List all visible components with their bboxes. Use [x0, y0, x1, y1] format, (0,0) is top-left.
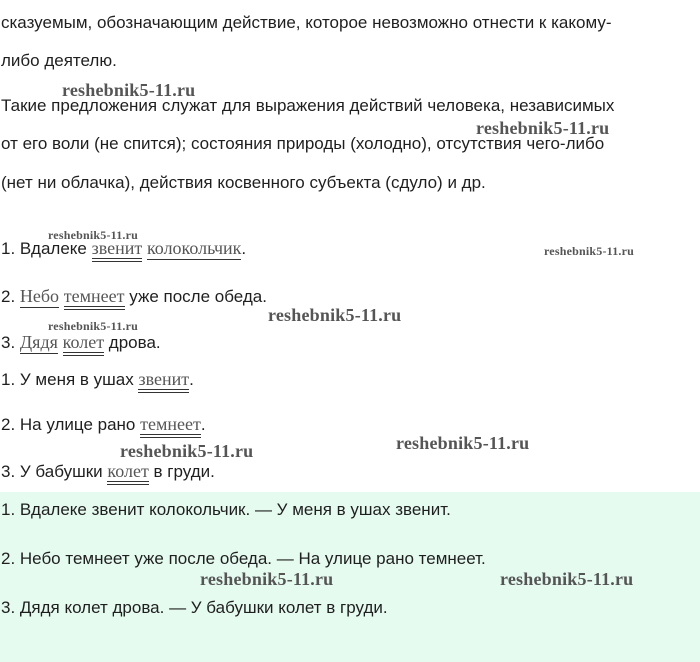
- intro-line-4: от его воли (не спится); состояния природы (холодно), отсутствия чего-либо: [1, 134, 605, 153]
- watermark: reshebnik5-11.ru: [48, 319, 138, 333]
- impersonal-sentence-2: 2. На улице рано темнеет.: [1, 414, 206, 435]
- sentence-2: 2. Небо темнеет уже после обеда.: [1, 286, 267, 307]
- impersonal-sentence-1: 1. У меня в ушах звенит.: [1, 369, 194, 390]
- predicate: звенит: [138, 369, 189, 393]
- watermark: reshebnik5-11.ru: [120, 441, 254, 461]
- subject: колокольчик: [146, 238, 242, 258]
- watermark: reshebnik5-11.ru: [268, 305, 402, 325]
- predicate: колет: [107, 461, 148, 485]
- predicate: колет: [63, 332, 104, 356]
- predicate: звенит: [92, 238, 143, 262]
- subject: Небо: [19, 286, 60, 306]
- intro-line-2: либо деятелю.: [1, 51, 117, 70]
- watermark: reshebnik5-11.ru: [200, 569, 334, 589]
- sentence-3: 3. Дядя колет дрова.: [1, 332, 161, 353]
- watermark: reshebnik5-11.ru: [62, 80, 196, 100]
- watermark: reshebnik5-11.ru: [48, 228, 138, 242]
- intro-line-1: сказуемым, обозначающим действие, которое невозможно отнести к какому-: [1, 13, 612, 32]
- answer-line-1: 1. Вдалеке звенит колокольчик. — У меня в ушах звенит.: [1, 500, 451, 519]
- watermark: reshebnik5-11.ru: [544, 244, 634, 258]
- answer-line-2: 2. Небо темнеет уже после обеда. — На улице рано темнеет.: [1, 549, 486, 568]
- predicate: темнеет: [140, 414, 201, 438]
- predicate: темнеет: [64, 286, 125, 310]
- impersonal-sentence-3: 3. У бабушки колет в груди.: [1, 461, 215, 482]
- watermark: reshebnik5-11.ru: [476, 118, 610, 138]
- intro-line-5: (нет ни облачка), действия косвенного субъекта (сдуло) и др.: [1, 173, 486, 192]
- watermark: reshebnik5-11.ru: [500, 569, 634, 589]
- answer-line-3: 3. Дядя колет дрова. — У бабушки колет в груди.: [1, 598, 388, 617]
- sentence-1: 1. Вдалеке звенит колокольчик.: [1, 238, 246, 259]
- intro-line-3: Такие предложения служат для выражения действий человека, независимых: [1, 96, 615, 115]
- watermark: reshebnik5-11.ru: [396, 433, 530, 453]
- subject: Дядя: [19, 332, 58, 352]
